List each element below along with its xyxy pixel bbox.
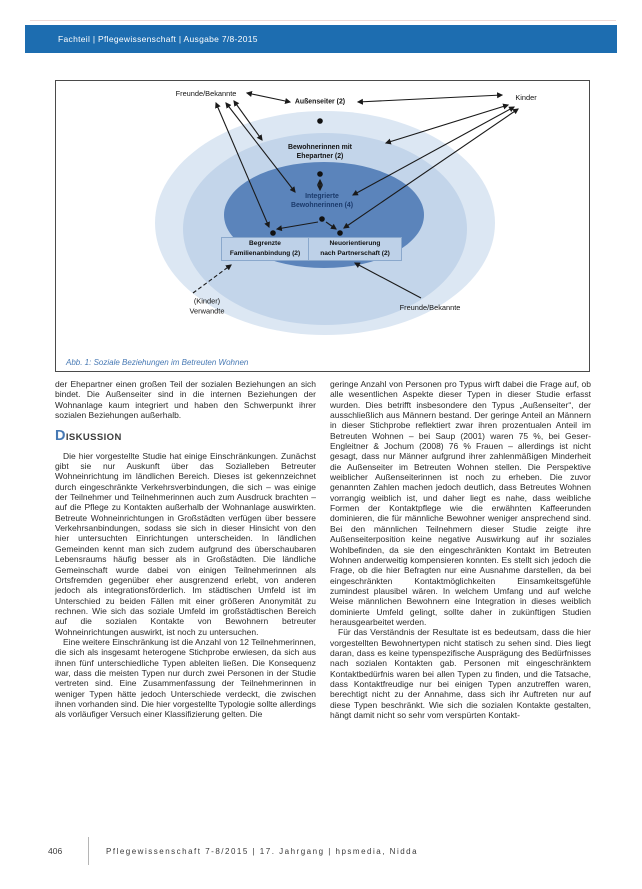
figure-1-social-relations: [55, 80, 590, 372]
label-friends-top: [176, 89, 237, 99]
journal-info: Pflegewissenschaft 7-8/2015 | 17. Jahrgang | hpsmedia, Nidda: [106, 846, 419, 856]
node-integrated-residents: [291, 193, 353, 211]
figure-diagram: [56, 81, 589, 351]
node-outsider-text: Außenseiter (2): [294, 98, 346, 106]
node-reorientation-line1: Neuorientierung: [329, 240, 381, 247]
node-residents-with-spouse: [288, 144, 352, 162]
article-body: [55, 379, 591, 720]
node-family-line1: Begrenzte: [249, 240, 281, 247]
node-integrated-line1: Integrierte: [305, 193, 339, 201]
node-integrated-line2: Bewohnerinnen (4): [290, 202, 354, 209]
label-children-top-text: Kinder: [515, 93, 537, 103]
node-reorientation-box: [308, 237, 402, 261]
paragraph: geringe Anzahl von Personen pro Typus wirft dabei die Frage auf, ob alle wesentlichen Aspekte dieser Typen in dieser Studie erfasst wurden. Dies betrifft insbesondere den Typus „Außenseiter“, der ausschließlich aus Männern bestand. Der geringe Anteil an Männern in dieser Stichprobe reflektiert zwar ihren prozentualen Anteil im Betreuten Wohnen – bei Saup (2001) waren 75 %, bei Geser-Engleitner & Jochum (2008) 76 % Frauen – allerdings ist nicht gesagt, dass nur Männer aufgrund ihrer zahlenmäßigen Minderheit die Außenseiter im Betreuten Wohnen stellen. Die Perspektive weiblicher Außenseiterinnen ist noch zu erheben. Die zuvor genannten Zahlen machen jedoch deutlich, dass Betreutes Wohnen vorrangig weiblich ist, und daher liegt es nahe, dass weibliche Formen der Kontaktpflege wie die erwähnten Kaffeerunden dominieren, die für männliche Bewohner weniger ansprechend sind. Bei den männlichen Teilnehmern dieser Studie zeigte ihre Außenseiterposition keine negative Auswirkung auf ihr soziales Wohlbefinden, da sie den eingeschränkten Kontakt im Betreuten Wohnen anderweitig kompensieren konnten. Es stellt sich jedoch die Frage, ob die hier Befragten nur eine Ausnahme darstellen, da bei eingeschränkten Kontaktmöglichkeiten Einsamkeitsgefühle zumindest plausibel wären. In welchem Umfang und auf welche Weise männlichen Bewohnern eine Integration in dieses weiblich dominierte Umfeld gelingt, sollte daher in zukünftigen Studien herausgearbeitet werden.: [330, 379, 591, 627]
node-limited-family-ties-box: [221, 237, 309, 261]
crop-mark-line: [30, 20, 616, 21]
label-friends-top-text: Freunde/Bekannte: [175, 89, 237, 99]
section-heading-diskussion: DISKUSSION: [55, 428, 122, 445]
figure-caption: Abb. 1: Soziale Beziehungen im Betreuten Wohnen: [66, 358, 249, 367]
label-children-top: [515, 93, 536, 103]
label-relatives-bottom: [190, 296, 225, 315]
label-friends-bottom: [400, 303, 461, 313]
paragraph: Für das Verständnis der Resultate ist es bedeutsam, dass die hier vorgestellten Bewohnertypen nicht statisch zu sehen sind. Dies liegt daran, dass es keine typenspezifische Ausprägung des Bedürfnisses nach sozialen Kontakten gab. Personen mit eingeschränktem Kontaktbedürfnis waren bei allen Typen zu finden, und die Tatsache, dass Kontaktfreudige nur bei einigen Typen anzutreffen waren, berechtigt nicht zu der Annahme, dass sich ihr Auftreten nur auf diese Typen beschränkt. Wie sich die sozialen Kontakte gestalten, hängt damit nicht so sehr vom verspürten Kontakt-: [330, 627, 591, 720]
label-relatives-line2: Verwandte: [189, 306, 225, 315]
page-number: 406: [48, 846, 63, 856]
node-reorientation-line2: nach Partnerschaft (2): [320, 249, 390, 257]
figure-diagram-svg: [56, 81, 589, 351]
label-friends-bottom-text: Freunde/Bekannte: [399, 303, 461, 313]
node-family-line2: Familienanbindung (2): [229, 249, 301, 257]
paragraph: Eine weitere Einschränkung ist die Anzahl von 12 Teilnehmerinnen, die sich als insgesamt heterogene Stichprobe erwiesen, da sich aus ihnen fünf unterschiedliche Typen ableiten ließen. Die Konsequenz war, dass die meisten Typen nur durch zwei Personen in der Studie vertreten sind. Eine Zusammenfassung der Teilnehmerinnen in weniger Typen hätte jedoch Unterschiede verdeckt, die zwischen ihnen vorhanden sind. Die hier vorgestellte Typologie sollte allerdings als vorläufiger Versuch einer Klassifizierung gelten. Die: [55, 636, 316, 720]
right-column: [330, 379, 591, 720]
page-footer: [48, 836, 418, 866]
paragraph: Die hier vorgestellte Studie hat einige Einschränkungen. Zunächst gibt sie nur Auskunft über das Sozialleben Betreuter Wohneinrichtung im ländlichen Bereich. Dieses ist gekennzeichnet durch eingeschränkte Verkehrsverbindungen, die sich – was einige der Teilnehmer und Teilnehmerinnen auch zum Ausdruck brachten – auf die Pflege zu Kontakten außerhalb der Wohnanlage auswirkten. Betreute Wohneinrichtungen in Großstädten verfügen über bessere Verkehrsanbindungen, sodass sie sich in dieser Hinsicht von den hier untersuchten Einrichtungen unterscheiden. In ländlichen Gemeinden kennt man sich zudem aufgrund des überschaubaren Lebensraums häufig besser als in Großstädten. Die ländliche Gemeinschaft wurde dabei von einigen Teilnehmerinnen als Ortsfremden gegenüber eher ausgrenzend erlebt, von anderen jedoch als integrationsförderlich. Im städtischen Umfeld ist im Unterschied zu beiden Fällen mit einer größeren Anonymität zu rechnen. Wie sich das soziale Umfeld im großstädtischen Bereich auf die sozialen Kontakte von Bewohnern betreuter Wohneinrichtungen auswirkt, ist noch zu untersuchen.: [55, 450, 316, 637]
paragraph: der Ehepartner einen großen Teil der sozialen Beziehungen an sich bindet. Die Außenseiter sind in die internen Beziehungen der Wohnanlage kaum integriert und haben den Schwerpunkt ihrer sozialen Beziehungen außerhalb.: [55, 379, 316, 421]
left-column: [55, 379, 316, 720]
node-spouse-line2: Ehepartner (2): [296, 153, 344, 160]
node-outsider: [295, 99, 345, 108]
label-relatives-line1: (Kinder): [193, 296, 221, 306]
header-title: Fachteil | Pflegewissenschaft | Ausgabe 7/8-2015: [58, 34, 258, 44]
node-spouse-line1: Bewohnerinnen mit: [288, 144, 352, 152]
page-header-bar: [25, 25, 617, 53]
footer-divider: [88, 837, 89, 865]
